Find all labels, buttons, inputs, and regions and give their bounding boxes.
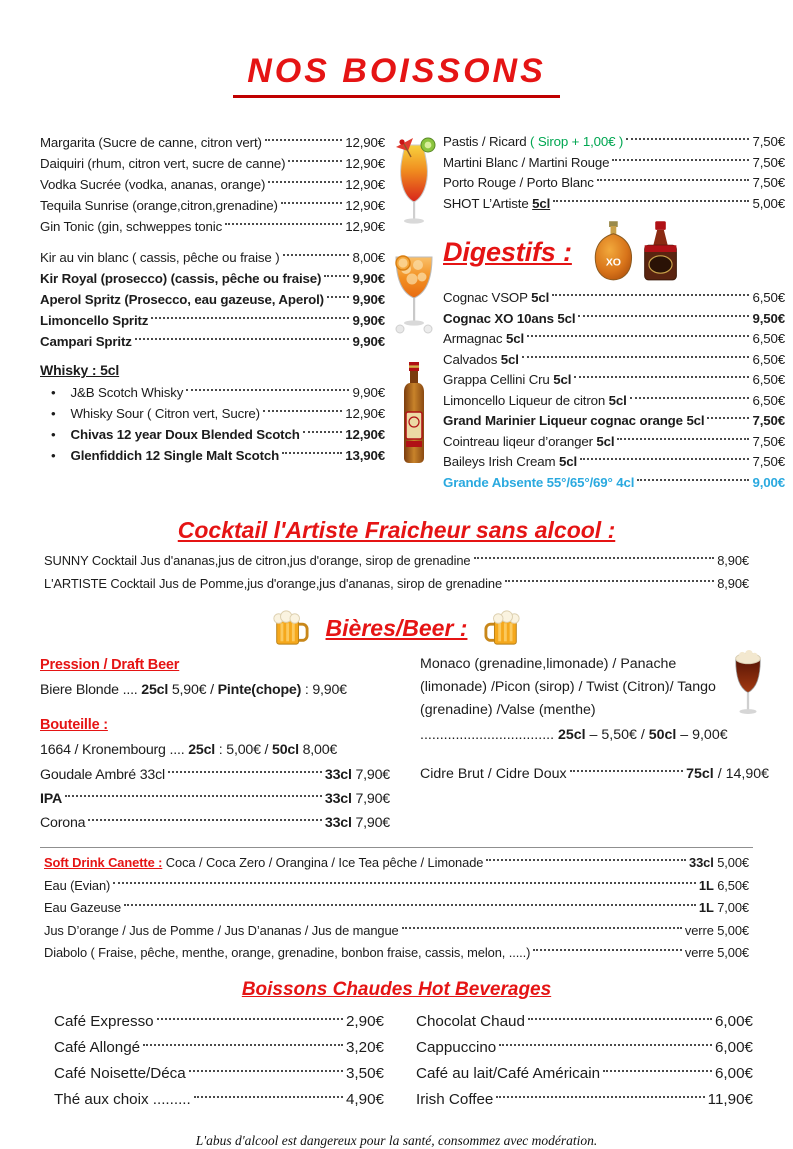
dotted-leader [630, 397, 750, 399]
menu-item-row [40, 289, 385, 310]
dotted-leader [499, 1044, 712, 1046]
dotted-leader [603, 1070, 712, 1072]
item-label: Grande Absente 55°/65°/69° 4cl [443, 474, 635, 490]
menu-item-row [443, 350, 785, 371]
cidre-list [420, 766, 769, 782]
menu-item-row [40, 174, 385, 195]
item-label: Café Allongé [54, 1038, 141, 1056]
hot-beverages-section [0, 1001, 793, 1113]
menu-item-row [443, 391, 785, 412]
menu-item-row [443, 473, 785, 494]
menu-item-row [443, 309, 785, 330]
item-price: 13,90€ [345, 448, 385, 463]
item-price: verre 5,00€ [684, 945, 749, 960]
item-label: Pastis / Ricard ( Sirop + 1,00€ ) [443, 134, 624, 149]
item-label: Limoncello Liqueur de citron 5cl [443, 392, 627, 408]
dotted-leader [135, 338, 350, 340]
beer-mug-icon [483, 609, 523, 647]
beer-left-column [40, 653, 390, 835]
item-price: 7,50€ [752, 134, 785, 149]
hot-left-list [40, 1009, 384, 1113]
item-label: Kir Royal (prosecco) (cassis, pêche ou fraise) [40, 271, 322, 286]
item-label: Eau Gazeuse [44, 900, 122, 915]
kir-list [40, 247, 385, 352]
menu-item-row [54, 1061, 384, 1087]
item-label: Calvados 5cl [443, 351, 519, 367]
xo-bottle-label: XO [605, 256, 621, 269]
item-price: 1L 7,00€ [698, 900, 749, 915]
dotted-leader [574, 376, 749, 378]
menu-item-row [443, 132, 785, 153]
menu-item-row [443, 194, 785, 215]
item-price: 7,50€ [752, 454, 785, 469]
item-label: Diabolo ( Fraise, pêche, menthe, orange, grenadine, bonbon fraise, cassis, melon, .....) [44, 945, 531, 960]
item-label: Aperol Spritz (Prosecco, eau gazeuse, Aperol) [40, 292, 324, 307]
menu-item-row [40, 247, 385, 268]
dotted-leader [65, 795, 322, 797]
dotted-leader [157, 1018, 343, 1020]
menu-item-row [40, 763, 390, 787]
dotted-leader [124, 904, 696, 906]
menu-item-row [40, 153, 385, 174]
menu-item-row [40, 424, 385, 445]
item-price: 12,90€ [345, 177, 385, 192]
hot-beverages-heading: Boissons Chaudes Hot Beverages [241, 978, 552, 1000]
menu-item-row [40, 787, 390, 811]
menu-item-row [44, 875, 749, 898]
dotted-leader [281, 202, 342, 204]
item-label: • Chivas 12 year Doux Blended Scotch [70, 427, 300, 442]
aperitifs-right-column [443, 132, 785, 493]
menu-item-row [40, 132, 385, 153]
item-price: 75cl / 14,90€ [686, 766, 769, 782]
aperol-spritz-icon [388, 254, 440, 346]
dotted-leader [496, 1096, 704, 1098]
item-label: Café Noisette/Déca [54, 1064, 186, 1082]
menu-item-row [416, 1087, 753, 1113]
item-label: Cointreau liqeur d’oranger 5cl [443, 433, 615, 449]
item-label: L'ARTISTE Cocktail Jus de Pomme,jus d'orange,jus d'ananas, sirop de grenadine [44, 575, 503, 591]
monaco-price-line: .................................. 25cl – 5,50€ / 50cl – 9,00€ [420, 727, 728, 743]
item-label: Grappa Cellini Cru 5cl [443, 372, 572, 387]
menu-item-row [443, 288, 785, 309]
item-price: 9,90€ [352, 313, 385, 328]
cocktail-list [40, 132, 385, 237]
item-price: 6,50€ [752, 372, 785, 387]
item-price: 6,50€ [752, 331, 785, 346]
item-price: 2,90€ [345, 1012, 384, 1030]
item-price: 6,50€ [752, 351, 785, 367]
dotted-leader [324, 275, 349, 277]
menu-item-row [443, 432, 785, 453]
item-price: 9,90€ [352, 292, 385, 307]
dotted-leader [225, 223, 342, 225]
dotted-leader [143, 1044, 343, 1046]
beer-header-row [0, 609, 793, 647]
item-label: Armagnac 5cl [443, 331, 524, 346]
item-label: Tequila Sunrise (orange,citron,grenadine) [40, 198, 278, 213]
legal-notice: L'abus d'alcool est dangereux pour la santé, consommez avec modération. [195, 1132, 598, 1148]
item-label: Cognac VSOP 5cl [443, 290, 550, 305]
sans-alcool-header-wrap [0, 517, 793, 544]
dotted-leader [303, 431, 343, 433]
item-label: Margarita (Sucre de canne, citron vert) [40, 135, 262, 150]
dotted-leader [626, 138, 749, 140]
menu-item-row [40, 310, 385, 331]
item-price: 12,90€ [345, 135, 385, 150]
dotted-leader [637, 479, 749, 481]
menu-item-row [40, 382, 385, 403]
item-price: 33cl 7,90€ [324, 767, 390, 783]
item-price: 12,90€ [345, 406, 385, 421]
menu-item-row [44, 920, 749, 943]
menu-item-row [443, 153, 785, 174]
monaco-description: Monaco (grenadine,limonade) / Panache (limonade) /Picon (sirop) / Twist (Citron)/ Tango (grenadine) /Valse (menthe) [420, 656, 716, 718]
item-label: Café Expresso [54, 1012, 154, 1030]
dotted-leader [327, 296, 350, 298]
dotted-leader [265, 139, 342, 141]
dotted-leader [578, 315, 749, 317]
dotted-leader [553, 200, 749, 202]
center-illustrations [385, 132, 443, 493]
item-label: Cappuccino [416, 1038, 497, 1056]
dotted-leader [552, 294, 749, 296]
item-price: 9,90€ [352, 385, 385, 400]
biere-blonde-line: Biere Blonde .... 25cl 5,90€ / Pinte(chope) : 9,90€ [40, 682, 347, 698]
item-price: 7,50€ [752, 175, 785, 190]
dotted-leader [189, 1070, 343, 1072]
aperitifs-section [0, 98, 793, 493]
menu-item-row [40, 268, 385, 289]
menu-item-row [54, 1035, 384, 1061]
item-label: Kir au vin blanc ( cassis, pêche ou fraise ) [40, 250, 280, 265]
kronembourg-line: 1664 / Kronembourg .... 25cl : 5,00€ / 50cl 8,00€ [40, 742, 338, 758]
item-price: 33cl 5,00€ [689, 855, 749, 870]
item-price: 11,90€ [707, 1090, 753, 1108]
dotted-leader [707, 417, 749, 419]
whisky-list [40, 382, 385, 466]
dotted-leader [522, 356, 750, 358]
dotted-leader [597, 179, 750, 181]
item-price: 8,90€ [717, 575, 749, 591]
menu-item-row [44, 550, 749, 573]
item-price: verre 5,00€ [684, 922, 749, 938]
bouteille-heading: Bouteille : [40, 717, 108, 733]
item-price: 3,20€ [345, 1038, 384, 1056]
item-price: 9,50€ [752, 310, 785, 326]
page-title: NOS BOISSONS [233, 52, 560, 98]
item-label: Irish Coffee [416, 1090, 494, 1108]
dotted-leader [617, 438, 749, 440]
item-label: Corona [40, 815, 86, 831]
item-price: 33cl 7,90€ [324, 815, 390, 831]
item-label: IPA [40, 791, 62, 807]
menu-item-row [416, 1009, 753, 1035]
item-label: Limoncello Spritz [40, 313, 149, 328]
soft-drinks-list [0, 850, 793, 965]
sans-alcool-list [0, 544, 793, 595]
dotted-leader [474, 557, 715, 559]
item-label: Campari Spritz [40, 334, 132, 349]
item-label: Goudale Ambré 33cl [40, 767, 165, 783]
menu-item-row [420, 766, 769, 782]
item-price: 6,00€ [714, 1038, 753, 1056]
menu-item-row [44, 897, 749, 920]
dotted-leader [88, 819, 322, 821]
dotted-leader [288, 160, 342, 162]
menu-item-row [443, 411, 785, 432]
bottled-beer-list [40, 763, 390, 835]
dotted-leader [283, 254, 350, 256]
item-label: Baileys Irish Cream 5cl [443, 454, 578, 469]
item-label: Jus D’orange / Jus de Pomme / Jus D’ananas / Jus de mangue [44, 922, 399, 938]
menu-item-row [40, 195, 385, 216]
menu-item-row [40, 445, 385, 466]
item-price: 7,50€ [752, 413, 785, 428]
hot-right-list [416, 1009, 753, 1113]
menu-item-row [40, 331, 385, 352]
dotted-leader [527, 335, 749, 337]
item-price: 12,90€ [345, 219, 385, 234]
item-price: 9,00€ [752, 474, 785, 490]
menu-item-row [44, 942, 749, 965]
item-price: 5,00€ [752, 195, 785, 211]
item-price: 6,00€ [714, 1064, 753, 1082]
item-label: Martini Blanc / Martini Rouge [443, 154, 610, 170]
item-price: 4,90€ [345, 1090, 384, 1108]
menu-item-row [443, 452, 785, 473]
dotted-leader [186, 389, 349, 391]
beer-heading: Bières/Beer : [325, 614, 468, 641]
dotted-leader [533, 949, 682, 951]
digestifs-header-row [443, 220, 785, 284]
dotted-leader [612, 159, 749, 161]
whisky-heading: Whisky : 5cl [40, 362, 120, 378]
item-label: • J&B Scotch Whisky [70, 385, 184, 400]
dotted-leader [528, 1018, 712, 1020]
menu-item-row [54, 1087, 384, 1113]
dotted-leader [194, 1096, 343, 1098]
item-label: • Glenfiddich 12 Single Malt Scotch [70, 448, 280, 463]
item-price: 7,50€ [752, 154, 785, 170]
whisky-bottle-icon [391, 362, 437, 464]
item-label: Daiquiri (rhum, citron vert, sucre de canne) [40, 156, 286, 171]
item-label: Café au lait/Café Américain [416, 1064, 601, 1082]
menu-item-row [443, 329, 785, 350]
item-price: 8,90€ [717, 553, 749, 568]
digestif-bottles-icon [586, 220, 686, 284]
dotted-leader [402, 927, 682, 929]
item-label: Chocolat Chaud [416, 1012, 525, 1030]
dotted-leader [282, 452, 342, 454]
dotted-leader [580, 458, 749, 460]
title-wrap [0, 0, 793, 98]
item-label: Gin Tonic (gin, schweppes tonic [40, 219, 223, 234]
menu-item-row [416, 1035, 753, 1061]
item-label: Cidre Brut / Cidre Doux [420, 766, 567, 782]
dotted-leader [151, 317, 349, 319]
dotted-leader [168, 771, 322, 773]
beer-mug-icon [270, 609, 310, 647]
digestifs-heading: Digestifs : [443, 236, 572, 267]
dotted-leader [570, 770, 683, 772]
item-price: 7,50€ [752, 433, 785, 449]
item-label: Porto Rouge / Porto Blanc [443, 175, 594, 190]
item-label: SUNNY Cocktail Jus d'ananas,jus de citron,jus d'orange, sirop de grenadine [44, 553, 471, 568]
item-price: 6,50€ [752, 290, 785, 305]
menu-item-row [44, 573, 749, 596]
item-label: Thé aux choix ......... [54, 1090, 191, 1108]
item-price: 9,90€ [352, 334, 385, 349]
item-label: Grand Marinier Liqueur cognac orange 5cl [443, 413, 705, 428]
menu-item-row [416, 1061, 753, 1087]
item-label: Eau (Evian) [44, 877, 111, 893]
sans-alcool-heading: Cocktail l'Artiste Fraicheur sans alcool : [177, 517, 616, 543]
hot-beverages-header-wrap [0, 979, 793, 1001]
digestif-list [443, 288, 785, 493]
menu-item-row [54, 1009, 384, 1035]
beer-section [0, 647, 793, 835]
item-price: 12,90€ [345, 198, 385, 213]
aperitifs-left-column [40, 132, 385, 493]
dotted-leader [113, 882, 696, 884]
item-label: SHOT L’Artiste 5cl [443, 195, 551, 211]
menu-item-row [40, 216, 385, 237]
item-price: 1L 6,50€ [698, 877, 749, 893]
dotted-leader [486, 859, 686, 861]
beer-glass-icon [729, 649, 767, 721]
dotted-leader [268, 181, 342, 183]
item-price: 12,90€ [345, 427, 385, 442]
item-price: 8,00€ [352, 250, 385, 265]
beer-right-column [420, 653, 769, 835]
item-label: Soft Drink Canette : Coca / Coca Zero / Orangina / Ice Tea pêche / Limonade [44, 855, 484, 870]
menu-item-row [443, 370, 785, 391]
menu-item-row [40, 403, 385, 424]
item-price: 12,90€ [345, 156, 385, 171]
dotted-leader [263, 410, 342, 412]
aperitif-list [443, 132, 785, 214]
item-price: 9,90€ [352, 271, 385, 286]
menu-item-row [443, 173, 785, 194]
menu-item-row [40, 811, 390, 835]
tequila-sunrise-cocktail-icon [389, 136, 439, 230]
menu-item-row [44, 852, 749, 875]
item-price: 3,50€ [345, 1064, 384, 1082]
item-price: 33cl 7,90€ [324, 791, 390, 807]
item-label: • Whisky Sour ( Citron vert, Sucre) [70, 406, 260, 421]
section-divider [40, 847, 753, 848]
dotted-leader [505, 580, 714, 582]
item-price: 6,50€ [752, 392, 785, 408]
item-price: 6,00€ [714, 1012, 753, 1030]
pression-heading: Pression / Draft Beer [40, 657, 180, 673]
item-label: Cognac XO 10ans 5cl [443, 310, 576, 326]
item-label: Vodka Sucrée (vodka, ananas, orange) [40, 177, 266, 192]
